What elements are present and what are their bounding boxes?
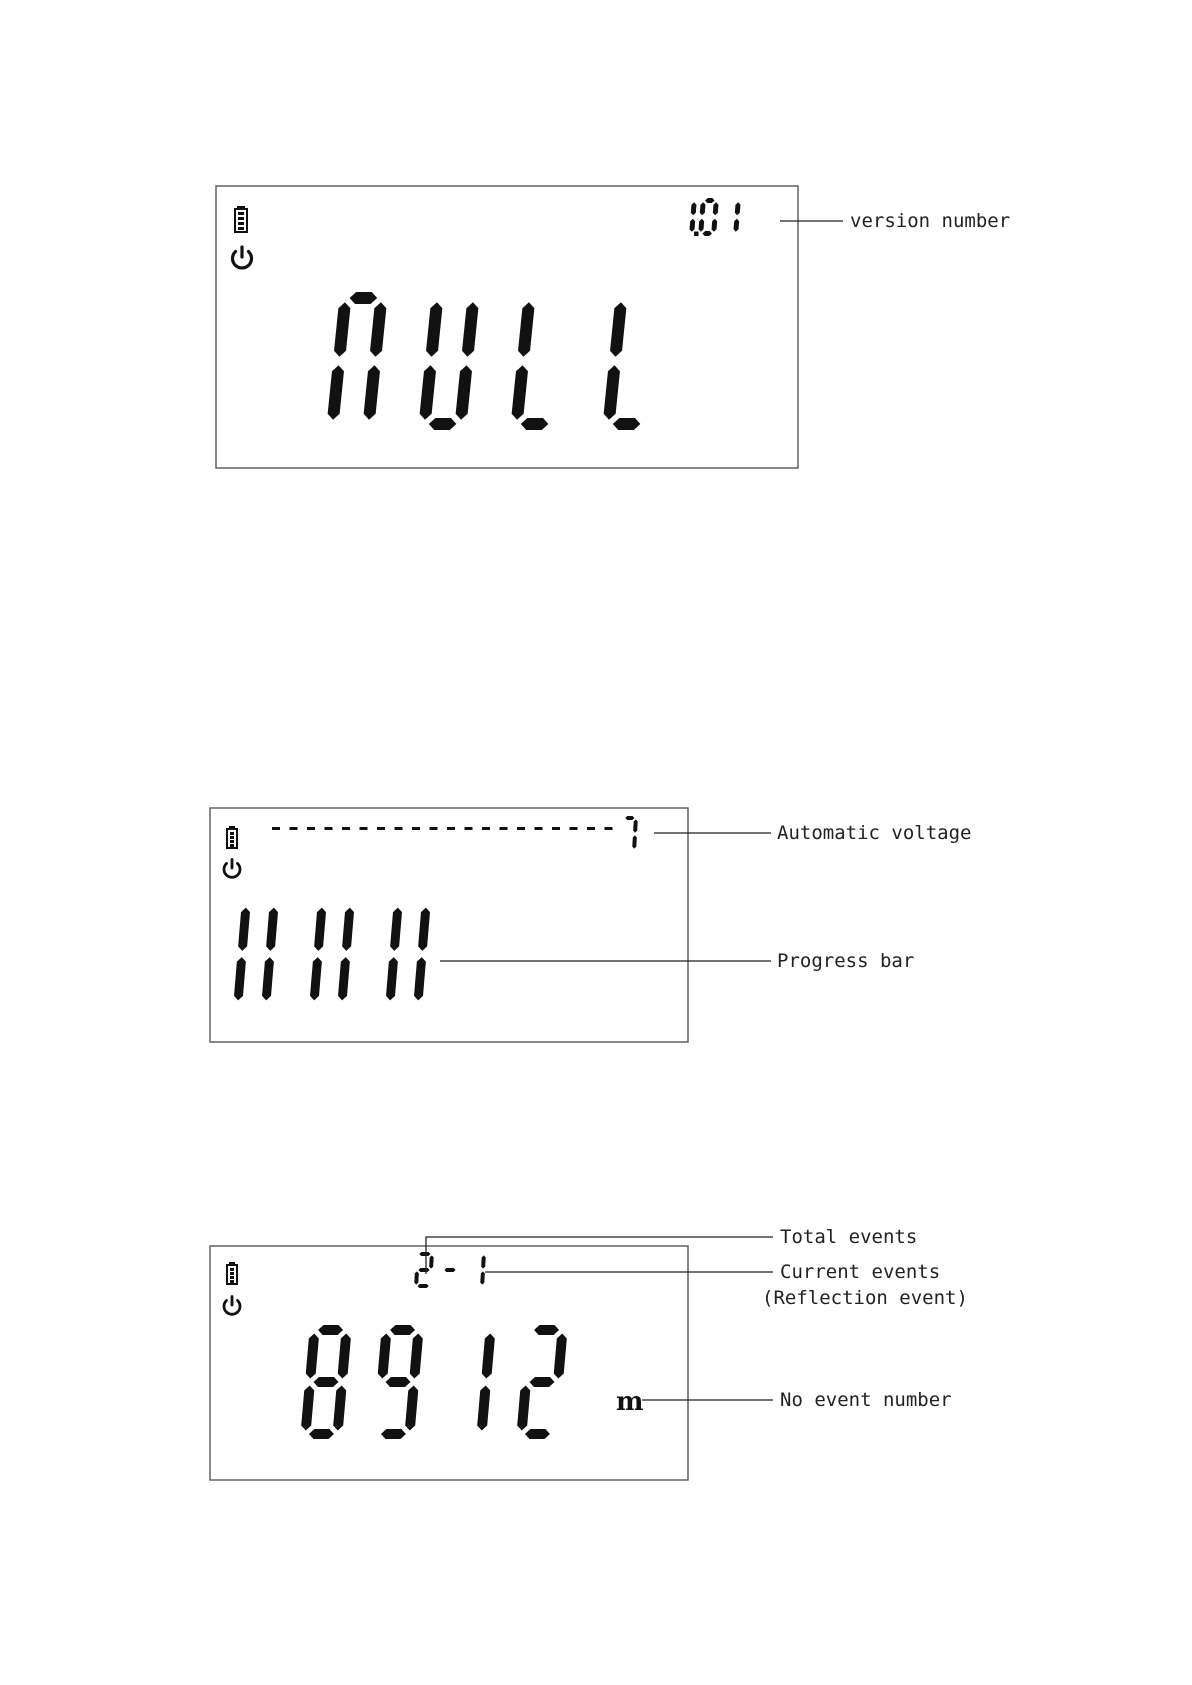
voltage-dash bbox=[395, 827, 403, 830]
voltage-dash bbox=[605, 827, 613, 830]
lcd-segment bbox=[632, 835, 637, 848]
lcd-panel-null bbox=[216, 186, 1010, 468]
voltage-dash bbox=[465, 827, 473, 830]
lcd-segment bbox=[633, 819, 638, 832]
voltage-dash bbox=[517, 827, 525, 830]
lcd-segment bbox=[418, 1284, 429, 1288]
lcd-frame bbox=[210, 808, 688, 1042]
lcd-segment bbox=[429, 1255, 434, 1268]
no-event-number-label: No event number bbox=[780, 1389, 952, 1411]
voltage-dash bbox=[307, 827, 315, 830]
lcd-segment bbox=[414, 1271, 419, 1284]
voltage-dash bbox=[412, 827, 420, 830]
lcd-segment bbox=[444, 1268, 455, 1272]
current-events-label: Current events bbox=[780, 1261, 941, 1283]
voltage-dash bbox=[535, 827, 543, 830]
reflection-event-label: (Reflection event) bbox=[762, 1287, 968, 1309]
voltage-dash bbox=[430, 827, 438, 830]
lcd-frame bbox=[216, 186, 798, 468]
voltage-dash bbox=[447, 827, 455, 830]
progress-bar-label: Progress bar bbox=[777, 950, 915, 972]
voltage-dash bbox=[342, 827, 350, 830]
lcd-panel-distance bbox=[210, 1226, 968, 1480]
decimal-point bbox=[694, 232, 699, 237]
voltage-dash bbox=[482, 827, 490, 830]
voltage-dash bbox=[552, 827, 560, 830]
lcd-frame bbox=[210, 1246, 688, 1480]
lcd-segment bbox=[480, 1271, 485, 1284]
version-number-label: version number bbox=[850, 210, 1011, 232]
lcd-segment bbox=[419, 1252, 430, 1256]
voltage-dash bbox=[290, 827, 298, 830]
voltage-dash bbox=[377, 827, 385, 830]
lcd-segment bbox=[418, 1268, 429, 1272]
voltage-dash bbox=[360, 827, 368, 830]
unit-label: m bbox=[616, 1387, 644, 1417]
lcd-panel-progress bbox=[210, 808, 971, 1042]
voltage-dash bbox=[570, 827, 578, 830]
voltage-dash bbox=[500, 827, 508, 830]
lcd-digit bbox=[444, 1268, 455, 1272]
automatic-voltage-label: Automatic voltage bbox=[777, 822, 972, 844]
voltage-dash bbox=[587, 827, 595, 830]
voltage-dash bbox=[272, 827, 280, 830]
total-events-label: Total events bbox=[780, 1226, 918, 1248]
lcd-segment bbox=[481, 1255, 486, 1268]
voltage-dash bbox=[325, 827, 333, 830]
